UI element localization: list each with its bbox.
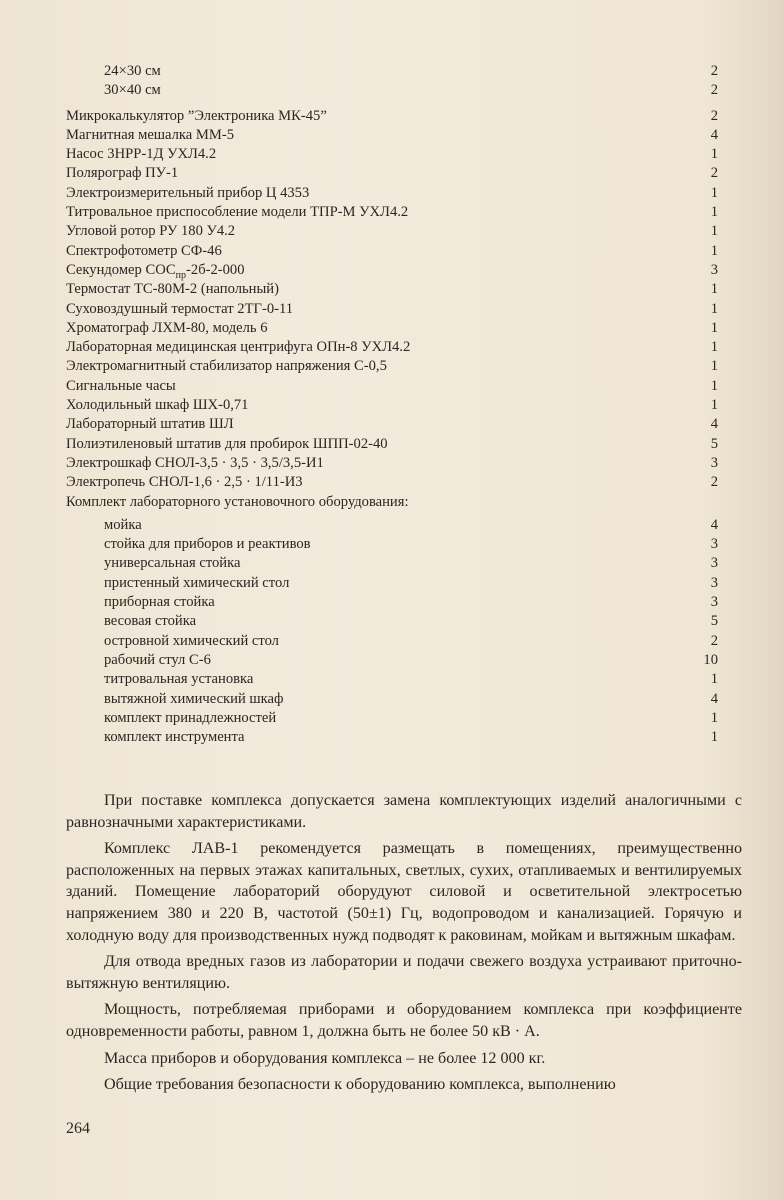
list-item [66,435,730,454]
paragraph: Общие требования безопасности к оборудованию комплекса, выполнению [104,1076,616,1094]
list-item [66,554,730,573]
item-quantity: 2 [710,82,718,99]
item-quantity: 1 [710,709,718,726]
paragraph: Для отвода вредных газов из лаборатории и подачи свежего воздуха устраивают приточно-вытяжную вентиляцию. [66,953,742,992]
item-name: титровальная установка [104,671,254,688]
item-quantity: 5 [710,613,718,630]
item-quantity: 5 [710,435,718,452]
item-quantity: 1 [710,146,718,163]
item-quantity: 1 [710,397,718,414]
item-quantity: 1 [710,223,718,240]
item-name: Микрокалькулятор ”Электроника МК-45” [66,107,327,124]
item-name: вытяжной химический шкаф [104,690,284,707]
list-item [66,280,730,299]
item-quantity: 1 [710,204,718,221]
item-name: комплект принадлежностей [104,709,277,726]
item-name: рабочий стул С-6 [104,651,211,668]
item-quantity: 2 [710,632,718,649]
list-item [66,396,730,415]
list-item [66,535,730,554]
list-item [66,242,730,261]
item-name: 30×40 см [104,82,161,99]
item-name: Магнитная мешалка ММ-5 [66,126,235,143]
list-item [66,164,730,183]
list-item [66,338,730,357]
item-quantity: 3 [710,536,718,553]
list-item [66,145,730,164]
paragraph: Масса приборов и оборудования комплекса – не более 12 000 кг. [104,1049,546,1067]
list-item [66,203,730,222]
item-name: мойка [104,516,142,533]
list-item [66,261,730,280]
list-item [66,126,730,145]
item-name: Полиэтиленовый штатив для пробирок ШПП-02-40 [66,435,388,452]
item-quantity: 10 [703,651,718,668]
item-name: островной химический стол [104,632,279,649]
list-item [66,651,730,670]
list-item [66,670,730,689]
item-name: весовая стойка [104,613,197,630]
list-item [66,300,730,319]
item-name-subscript: пр [175,269,187,281]
list-item [66,728,730,747]
body-text [66,790,742,1101]
item-quantity: 2 [710,165,718,182]
list-item [66,516,730,535]
item-quantity: 1 [710,339,718,356]
item-name: Хроматограф ЛХМ-80, модель 6 [66,319,268,336]
item-name: Лабораторный штатив ШЛ [66,416,234,433]
list-item [66,632,730,651]
item-quantity: 1 [710,671,718,688]
item-name: Титровальное приспособление модели ТПР-М УХЛ4.2 [66,204,409,221]
list-item [66,574,730,593]
item-name: Насос 3НРР-1Д УХЛ4.2 [66,146,217,163]
item-quantity: 3 [710,594,718,611]
item-name: Суховоздушный термостат 2ТГ-0-11 [66,300,294,317]
item-quantity: 1 [710,281,718,298]
item-name: Угловой ротор РУ 180 У4.2 [66,223,236,240]
item-quantity: 4 [710,416,718,433]
equipment-list [66,62,730,747]
item-quantity: 1 [710,729,718,746]
list-item [66,593,730,612]
item-name: Термостат ТС-80М-2 (напольный) [66,281,279,298]
list-item [66,357,730,376]
item-quantity: 3 [710,261,718,278]
item-quantity: 4 [710,690,718,707]
list-item [66,319,730,338]
item-quantity: 4 [710,126,718,143]
list-item [66,709,730,728]
item-name: Лабораторная медицинская центрифуга ОПн-8 УХЛ4.2 [66,339,411,356]
item-name [66,261,245,281]
item-name: Полярограф ПУ-1 [66,165,179,182]
item-quantity: 1 [710,300,718,317]
item-quantity: 1 [710,358,718,375]
item-name: Холодильный шкаф ШХ-0,71 [66,397,249,414]
list-item [66,62,730,81]
item-name: комплект инструмента [104,729,245,746]
item-quantity: 3 [710,574,718,591]
item-quantity: 2 [710,107,718,124]
paragraph: При поставке комплекса допускается замена комплектующих изделий аналогичными с равнозначными характеристиками. [66,792,742,831]
item-name: стойка для приборов и реактивов [104,536,311,553]
item-name: Электроизмерительный прибор Ц 4353 [66,184,310,201]
item-quantity: 2 [710,63,718,79]
item-name: Сигнальные часы [66,377,176,394]
item-quantity: 1 [710,184,718,201]
paragraph: Комплекс ЛАВ-1 рекомендуется размещать в помещениях, преимущественно расположенных на первых этажах капитальных, светлых, сухих, отапливаемых и вентилируемых зданий. Помещение лабораторий оборудуют силовой и осветительной электросетью напряжением 380 и 220 В, частотой (50±1) Гц, водопроводом и канализацией. Горячую и холодную воду для производственных нужд подводят к раковинам, мойкам и вытяжным шкафам. [66,840,742,944]
list-item [66,184,730,203]
item-name: универсальная стойка [104,555,241,572]
item-quantity: 2 [710,474,718,491]
item-name-text: Секундомер СОС [66,261,176,278]
page-number: 264 [66,1120,90,1137]
list-item [66,493,730,512]
item-name: Спектрофотометр СФ-46 [66,242,222,259]
list-item [66,81,730,100]
item-name-suffix: -2б-2-000 [186,261,245,278]
list-item [66,415,730,434]
list-item [66,107,730,126]
list-item [66,222,730,241]
item-name: пристенный химический стол [104,574,290,591]
item-quantity: 1 [710,319,718,336]
item-name: Электропечь СНОЛ-1,6 · 2,5 · 1/11-И3 [66,474,303,491]
list-item [66,473,730,492]
item-name: приборная стойка [104,594,215,611]
list-item [66,454,730,473]
item-quantity: 3 [710,555,718,572]
list-item [66,612,730,631]
item-name: Электромагнитный стабилизатор напряжения С-0,5 [66,358,387,375]
item-quantity: 1 [710,242,718,259]
paragraph: Мощность, потребляемая приборами и оборудованием комплекса при коэффициенте одновременности работы, равном 1, должна быть не более 50 кВ · А. [66,1001,742,1040]
item-name: 24×30 см [104,63,161,79]
item-name: Комплект лабораторного установочного оборудования: [66,493,409,510]
item-quantity: 4 [710,516,718,533]
item-quantity: 3 [710,454,718,471]
item-name: Электрошкаф СНОЛ-3,5 · 3,5 · 3,5/3,5-И1 [66,454,324,471]
list-item [66,377,730,396]
list-item [66,690,730,709]
item-quantity: 1 [710,377,718,394]
